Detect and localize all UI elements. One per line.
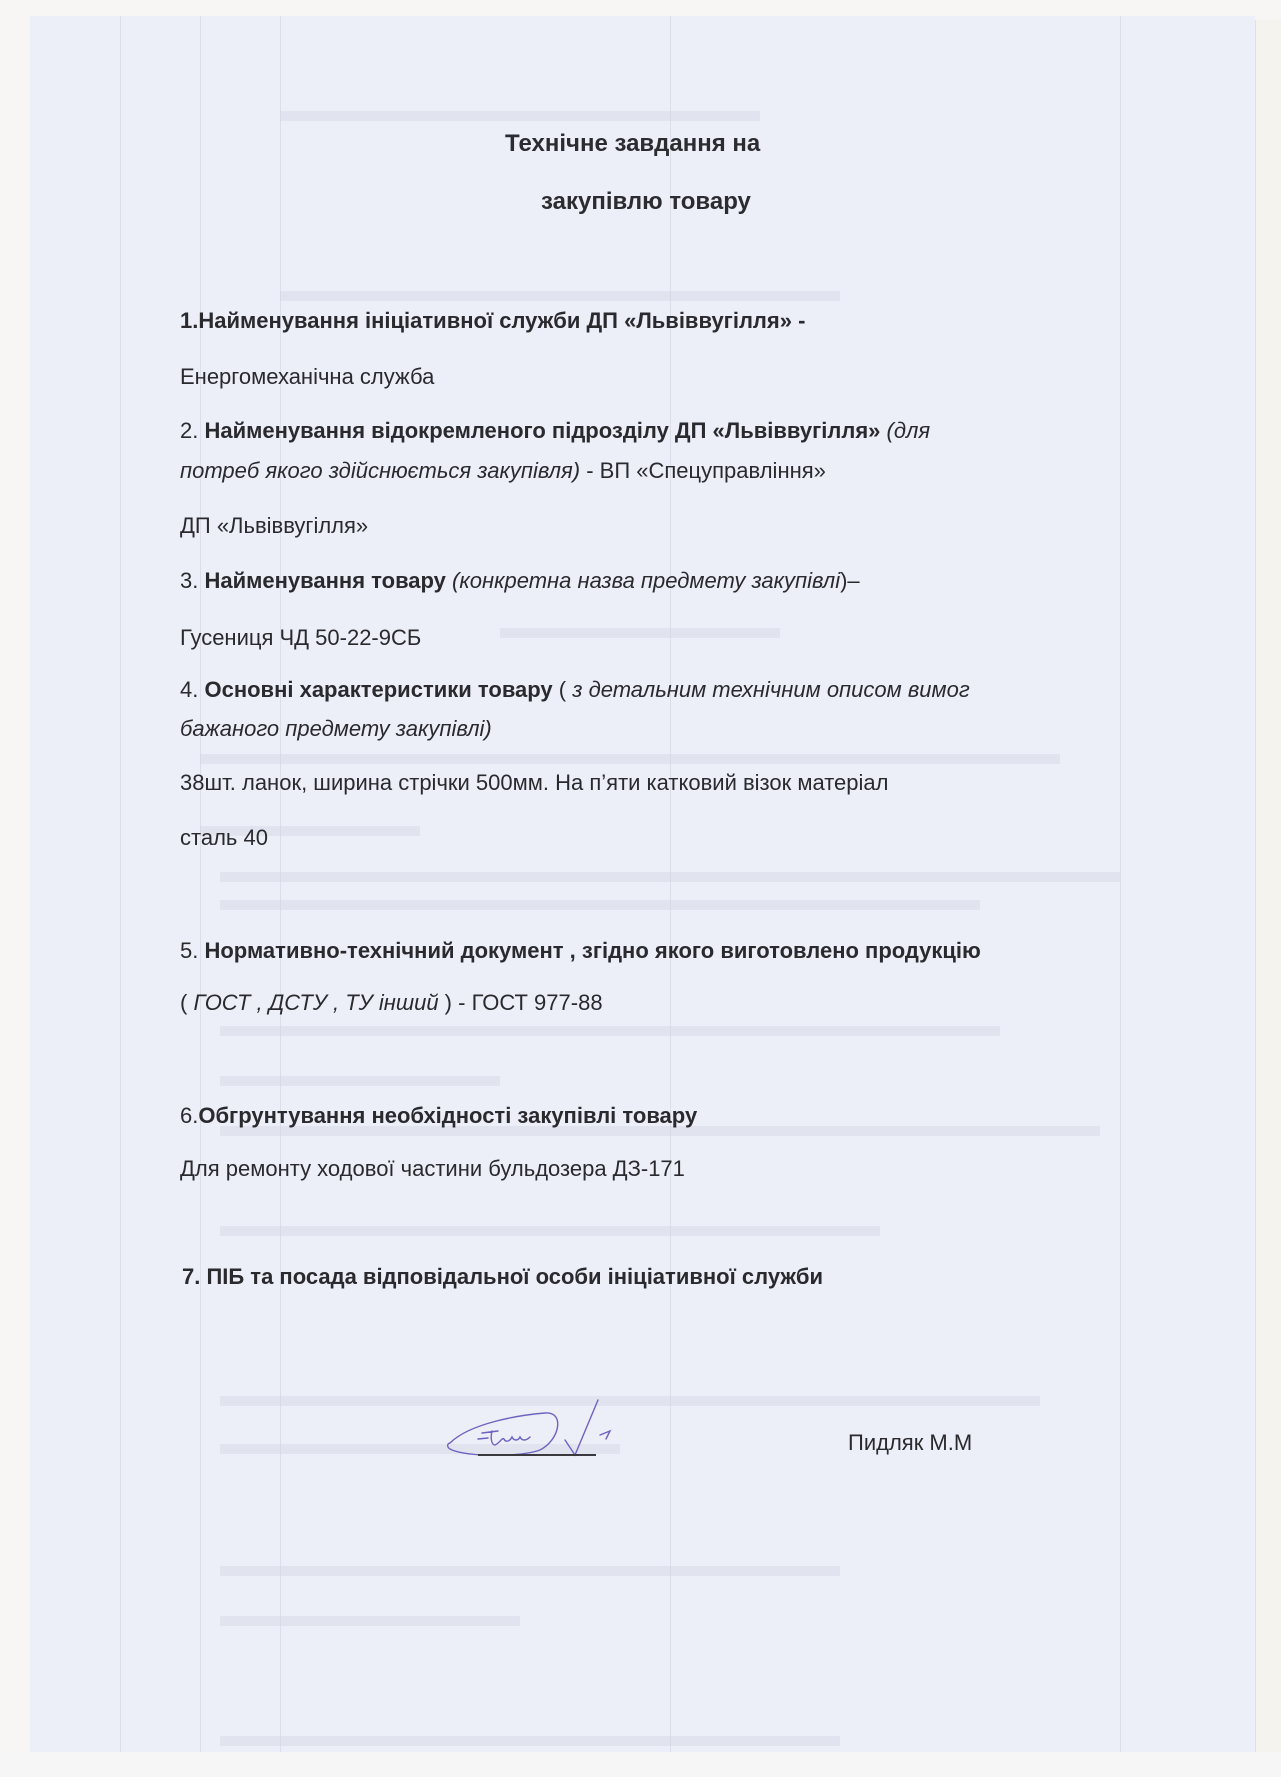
section-5-value: ГОСТ 977-88 <box>471 990 603 1015</box>
section-2-heading-line-2 <box>180 460 826 482</box>
section-5-standards <box>180 992 603 1014</box>
section-2-note-cont: потреб якого здійснюється закупівля) <box>180 458 581 483</box>
scan-artifact-line <box>1120 16 1121 1761</box>
document-title-line-2: закупівлю товару <box>541 188 751 215</box>
section-3-number: 3. <box>180 568 205 593</box>
scan-artifact-line <box>120 16 121 1761</box>
section-5-number: 5. <box>180 938 205 963</box>
page-edge <box>0 1752 1281 1777</box>
signature-dash <box>478 1438 488 1439</box>
section-3-heading <box>180 570 860 592</box>
section-5-standard-types: ГОСТ , ДСТУ , ТУ інший <box>193 990 439 1015</box>
bleed-through-text <box>220 1076 500 1086</box>
section-4-value-line-2: сталь 40 <box>180 825 268 850</box>
section-2-heading-line-1 <box>180 420 930 442</box>
section-5-paren-open: ( <box>180 990 194 1015</box>
section-2-number: 2. <box>180 418 205 443</box>
bleed-through-text <box>500 628 780 638</box>
handwritten-signature <box>440 1395 620 1480</box>
bleed-through-text <box>220 1616 520 1626</box>
scan-artifact-line <box>670 16 671 1761</box>
section-5-paren-close: ) - <box>438 990 472 1015</box>
section-1-value: Енергомеханічна служба <box>180 364 435 389</box>
bleed-through-text <box>200 754 1060 764</box>
section-3-tail: )– <box>840 568 860 593</box>
section-4-value-line-1: 38шт. ланок, ширина стрічки 500мм. На п’яти катковий візок матеріал <box>180 770 889 795</box>
section-4-note: з детальним технічним описом вимог <box>572 677 970 702</box>
bleed-through-text <box>280 291 840 301</box>
bleed-through-text <box>220 1396 1040 1406</box>
document-title-line-1: Технічне завдання на <box>505 130 761 157</box>
section-3-note: (конкретна назва предмету закупівлі <box>452 568 841 593</box>
bleed-through-text <box>220 1026 1000 1036</box>
section-6-heading-bold: Обгрунтування необхідності закупівлі товару <box>198 1103 698 1128</box>
section-2-note: (для <box>886 418 931 443</box>
section-1-heading: 1.Найменування ініціативної служби ДП «Львіввугілля» - <box>180 308 806 333</box>
section-6-value: Для ремонту ходової частини бульдозера ДЗ-171 <box>180 1156 685 1181</box>
section-2-heading: Найменування відокремленого підрозділу ДП «Львіввугілля» <box>204 418 887 443</box>
bleed-through-text <box>220 1736 840 1746</box>
signature-letters <box>482 1431 530 1445</box>
section-4-paren: ( <box>558 677 573 702</box>
document-page <box>30 16 1255 1761</box>
signature-check <box>565 1400 598 1455</box>
scan-artifact-line <box>280 16 281 1761</box>
section-5-heading <box>180 940 981 962</box>
section-4-heading-bold: Основні характеристики товару <box>204 677 559 702</box>
signature-line <box>478 1454 596 1456</box>
bleed-through-text <box>220 1566 840 1576</box>
section-2-value-line-2: ДП «Львіввугілля» <box>180 513 369 538</box>
section-4-heading-line-1 <box>180 679 970 701</box>
bleed-through-text <box>220 900 980 910</box>
signatory-name: Пидляк М.М <box>848 1430 973 1455</box>
signature-flourish <box>600 1431 610 1439</box>
section-6-heading <box>180 1105 697 1127</box>
bleed-through-text <box>220 1226 880 1236</box>
section-4-number: 4. <box>180 677 205 702</box>
scan-artifact-line <box>200 16 201 1761</box>
section-4-heading-line-2: бажаного предмету закупівлі) <box>180 716 492 741</box>
section-3-value: Гусениця ЧД 50-22-9СБ <box>180 625 422 650</box>
section-7-heading: 7. ПІБ та посада відповідальної особи ініціативної служби <box>182 1264 824 1289</box>
section-2-value: - ВП «Спецуправління» <box>580 458 826 483</box>
section-3-heading-bold: Найменування товару <box>204 568 453 593</box>
bleed-through-text <box>280 111 760 121</box>
signature-loop <box>448 1413 558 1455</box>
section-5-heading-bold: Нормативно-технічний документ , згідно якого виготовлено продукцію <box>204 938 981 963</box>
bleed-through-text <box>220 872 1120 882</box>
section-6-number: 6. <box>180 1103 199 1128</box>
page-edge <box>1255 20 1281 1777</box>
